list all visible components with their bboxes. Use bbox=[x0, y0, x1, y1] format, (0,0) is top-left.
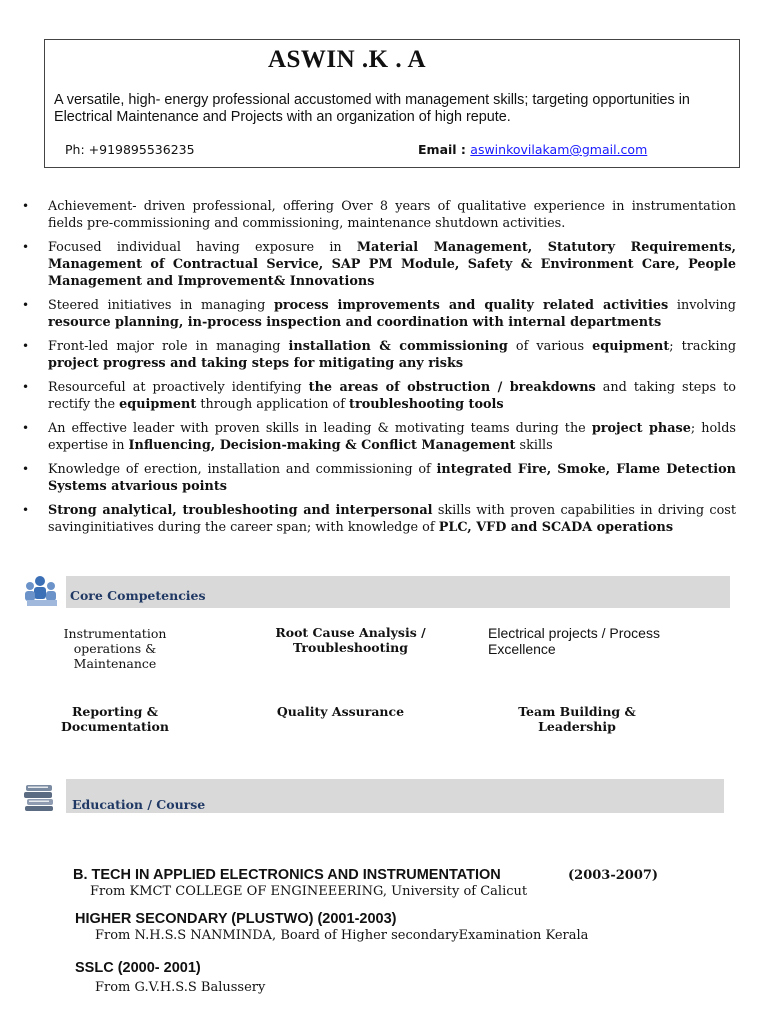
candidate-name: ASWIN .K . A bbox=[267, 46, 427, 73]
text: Front-led major role in managing bbox=[48, 339, 289, 354]
competency-item: Instrumentation operations & Maintenance bbox=[63, 626, 167, 671]
competency-item: Electrical projects / Process Excellence bbox=[488, 625, 660, 657]
bold-text: Strong analytical, troubleshooting and interpersonal bbox=[48, 503, 433, 518]
achievement-item bbox=[22, 420, 736, 454]
text: ; tracking bbox=[669, 339, 737, 354]
achievement-item bbox=[22, 239, 736, 290]
achievement-item bbox=[22, 461, 736, 495]
competencies-title: Core Competencies bbox=[70, 588, 206, 603]
achievement-item bbox=[22, 297, 736, 331]
achievement-item bbox=[22, 198, 736, 232]
email-label: Email : bbox=[418, 142, 471, 157]
competency-item: Reporting & Documentation bbox=[61, 704, 169, 734]
degree-title: B. TECH IN APPLIED ELECTRONICS AND INSTRUMENTATION bbox=[73, 867, 501, 883]
text: Knowledge of erection, installation and commissioning of bbox=[48, 462, 437, 477]
phone-number: Ph: +919895536235 bbox=[65, 142, 195, 157]
education-title: Education / Course bbox=[72, 797, 206, 812]
bold-text: project phase bbox=[591, 421, 691, 436]
bold-text: equipment bbox=[119, 397, 197, 412]
books-icon bbox=[23, 782, 57, 812]
competency-item: Root Cause Analysis / Troubleshooting bbox=[275, 625, 426, 655]
text: Focused individual having exposure in bbox=[48, 240, 357, 255]
bold-text: installation & commissioning bbox=[288, 339, 508, 354]
competency-item: Quality Assurance bbox=[276, 704, 405, 719]
bold-text: integrated Fire, Smoke, Flame Detection Systems atvarious points bbox=[48, 462, 736, 494]
text: Steered initiatives in managing bbox=[48, 298, 274, 313]
team-icon bbox=[23, 574, 63, 610]
degree-institution: From N.H.S.S NANMINDA, Board of Higher secondaryExamination Kerala bbox=[95, 928, 589, 943]
bold-text: Material Management, Statutory Requirements, Management of Contractual Service, SAP PM Module, Safety & Environment Care, People Management and Improvement& Innovations bbox=[48, 240, 736, 289]
text: Achievement- driven professional, offering Over 8 years of qualitative experience in instrumentation fields pre-commissioning and commissioning, maintenance shutdown activities. bbox=[48, 199, 736, 231]
text: and taking steps to rectify the bbox=[48, 380, 736, 412]
header-box bbox=[44, 39, 740, 168]
text: skills bbox=[515, 438, 553, 453]
bold-text: PLC, VFD and SCADA operations bbox=[438, 520, 674, 535]
text: of various bbox=[507, 339, 593, 354]
bold-text: troubleshooting tools bbox=[349, 397, 504, 412]
bold-text: project progress and taking steps for mitigating any risks bbox=[48, 356, 464, 371]
text: involving bbox=[668, 298, 736, 313]
text: ; holds expertise in bbox=[48, 421, 737, 453]
bold-text: process improvements and quality related activities bbox=[273, 298, 669, 313]
bold-text: equipment bbox=[592, 339, 670, 354]
bold-text: Influencing, Decision-making & Conflict Management bbox=[128, 438, 516, 453]
competency-item: Team Building & Leadership bbox=[518, 704, 636, 734]
achievement-item bbox=[22, 502, 736, 536]
degree-title: HIGHER SECONDARY (PLUSTWO) (2001-2003) bbox=[75, 911, 397, 927]
text: An effective leader with proven skills in leading & motivating teams during the bbox=[48, 421, 592, 436]
achievement-item bbox=[22, 379, 736, 413]
bold-text: resource planning, in-process inspection and coordination with internal departments bbox=[48, 315, 662, 330]
degree-institution: From G.V.H.S.S Balussery bbox=[95, 980, 266, 995]
profile-summary: A versatile, high- energy professional accustomed with management skills; targeting opportunities in Electrical Maintenance and Projects with an organization of high repute. bbox=[54, 92, 690, 125]
email-row bbox=[418, 142, 647, 157]
text: through application of bbox=[196, 397, 350, 412]
text: skills with proven capabilities in driving cost savinginitiatives during the career span; with knowledge of bbox=[48, 503, 736, 535]
degree-institution: From KMCT COLLEGE OF ENGINEEERING, University of Calicut bbox=[90, 884, 528, 899]
email-link[interactable]: aswinkovilakam@gmail.com bbox=[470, 142, 648, 157]
achievement-list bbox=[22, 198, 736, 536]
degree-years: (2003-2007) bbox=[568, 868, 659, 883]
bold-text: the areas of obstruction / breakdowns bbox=[308, 380, 596, 395]
degree-title: SSLC (2000- 2001) bbox=[75, 960, 201, 976]
text: Resourceful at proactively identifying bbox=[48, 380, 309, 395]
achievement-item bbox=[22, 338, 736, 372]
